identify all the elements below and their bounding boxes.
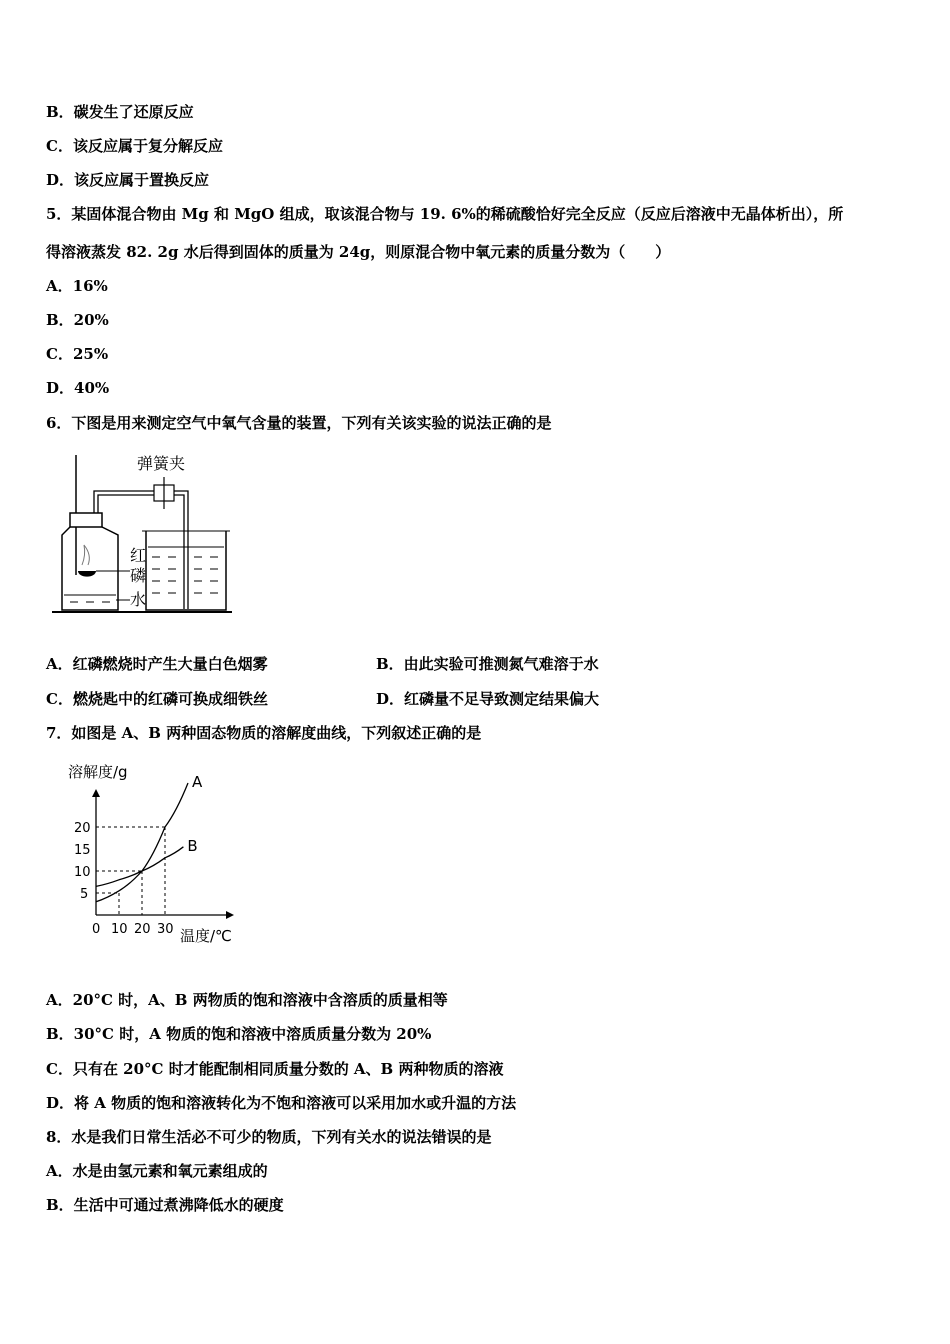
q6-apparatus-figure bbox=[40, 445, 240, 620]
q6-option-a: A．红磷燃烧时产生大量白色烟雾 bbox=[46, 655, 268, 673]
q5-option-a: A．16% bbox=[46, 277, 108, 295]
q5-stem-line2: 得溶液蒸发 82. 2g 水后得到固体的质量为 24g，则原混合物中氧元素的质量分数为（ ） bbox=[46, 243, 671, 261]
q7-option-c: C．只有在 20°C 时才能配制相同质量分数的 A、B 两种物质的溶液 bbox=[46, 1060, 504, 1078]
q7-option-b: B．30°C 时，A 物质的饱和溶液中溶质质量分数为 20% bbox=[46, 1025, 432, 1043]
y-tick-label: 20 bbox=[74, 821, 91, 836]
clamp-label: 弹簧夹 bbox=[137, 454, 186, 473]
q7-option-a: A．20°C 时，A、B 两物质的饱和溶液中含溶质的质量相等 bbox=[46, 991, 448, 1009]
phosphorus-label-1: 红 bbox=[130, 546, 147, 565]
q4-option-b: B．碳发生了还原反应 bbox=[46, 103, 194, 121]
q6-option-c: C．燃烧匙中的红磷可换成细铁丝 bbox=[46, 690, 268, 708]
q8-stem: 8．水是我们日常生活必不可少的物质，下列有关水的说法错误的是 bbox=[46, 1128, 492, 1146]
q6-option-b: B．由此实验可推测氮气难溶于水 bbox=[376, 655, 599, 673]
q5-stem-line1: 5．某固体混合物由 Mg 和 MgO 组成，取该混合物与 19. 6%的稀硫酸恰好完全反应（反应后溶液中无晶体析出），所 bbox=[46, 205, 844, 223]
q8-option-a: A．水是由氢元素和氧元素组成的 bbox=[46, 1162, 268, 1180]
q5-option-d: D．40% bbox=[46, 379, 110, 397]
y-tick-label: 5 bbox=[80, 887, 89, 902]
beaker-water bbox=[148, 547, 224, 593]
solubility-chart bbox=[64, 755, 254, 950]
y-tick-label: 15 bbox=[74, 843, 91, 858]
x-tick-label: 20 bbox=[134, 922, 151, 937]
q6-stem: 6．下图是用来测定空气中氧气含量的装置，下列有关该实验的说法正确的是 bbox=[46, 414, 552, 432]
water-label: 水 bbox=[130, 590, 147, 609]
phosphorus-label-2: 磷 bbox=[130, 566, 147, 585]
beaker bbox=[146, 531, 226, 610]
q5-option-c: C．25% bbox=[46, 345, 109, 363]
gas-bottle bbox=[62, 527, 118, 610]
x-tick-label: 0 bbox=[92, 922, 101, 937]
q6-option-d: D．红磷量不足导致测定结果偏大 bbox=[376, 690, 600, 708]
y-axis-label: 溶解度/g bbox=[68, 763, 128, 781]
x-tick-label: 10 bbox=[111, 922, 128, 937]
q7-stem: 7．如图是 A、B 两种固态物质的溶解度曲线，下列叙述正确的是 bbox=[46, 724, 482, 742]
q5-option-b: B．20% bbox=[46, 311, 109, 329]
q8-option-b: B．生活中可通过煮沸降低水的硬度 bbox=[46, 1196, 284, 1214]
series-line-b bbox=[96, 847, 183, 887]
x-tick-label: 30 bbox=[157, 922, 174, 937]
y-axis-arrow bbox=[92, 789, 100, 797]
x-axis-label: 温度/℃ bbox=[180, 927, 232, 945]
q4-option-c: C．该反应属于复分解反应 bbox=[46, 137, 223, 155]
series-label-a: A bbox=[192, 773, 203, 791]
q7-option-d: D．将 A 物质的饱和溶液转化为不饱和溶液可以采用加水或升温的方法 bbox=[46, 1094, 517, 1112]
series-label-b: B bbox=[187, 836, 198, 855]
x-axis-arrow bbox=[226, 911, 234, 919]
y-tick-label: 10 bbox=[74, 865, 91, 880]
stopper bbox=[70, 513, 102, 527]
q4-option-d: D．该反应属于置换反应 bbox=[46, 171, 210, 189]
combustion-spoon bbox=[78, 571, 96, 577]
